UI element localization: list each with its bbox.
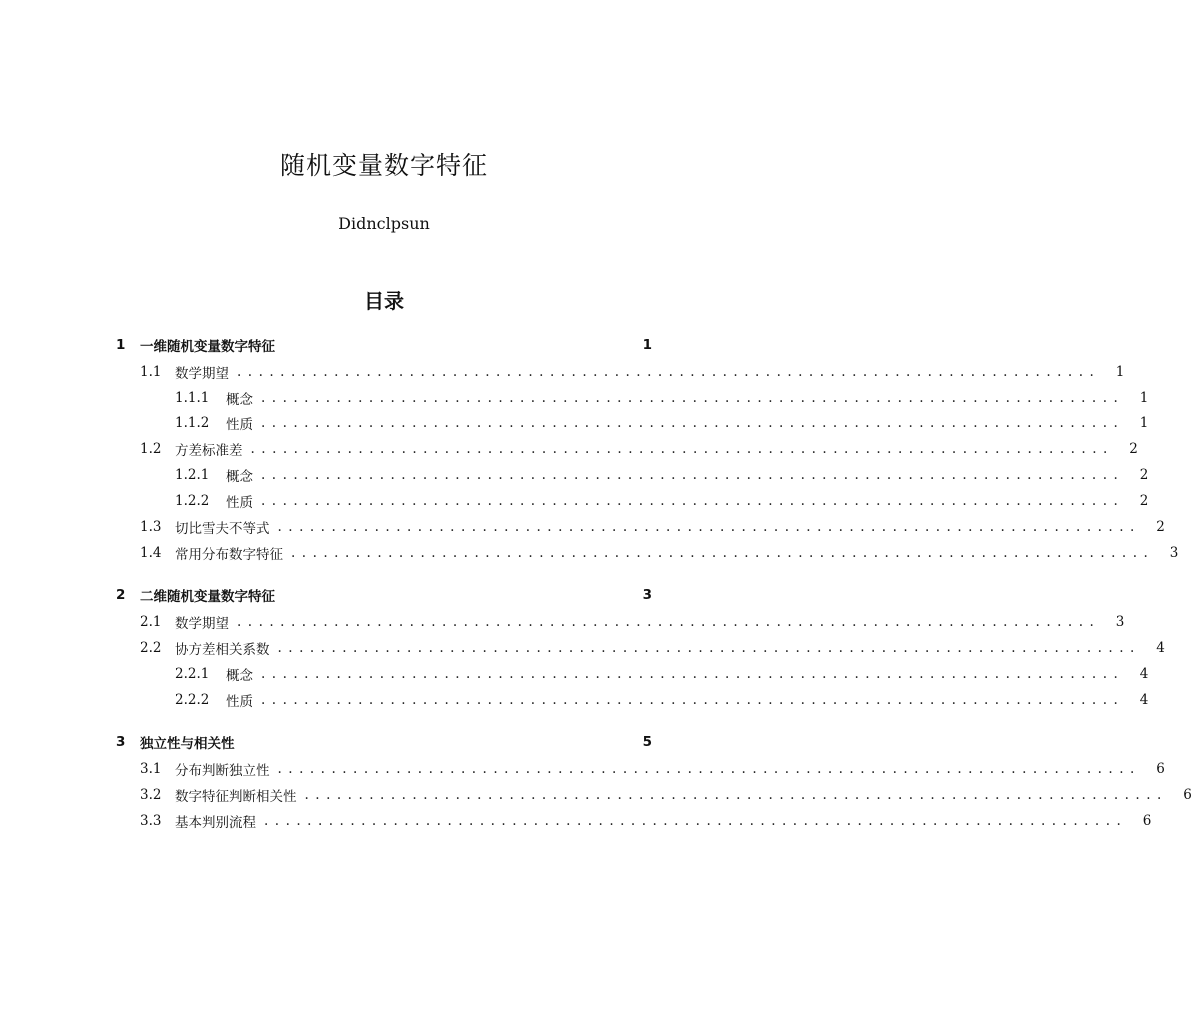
toc-entry-page: 3: [1115, 614, 1125, 630]
toc-entry-title: 方差标准差: [175, 443, 243, 459]
toc-entry-number: 2.2: [140, 640, 162, 656]
toc-entry-title: 概念: [226, 392, 253, 408]
toc-entry-title: 常用分布数字特征: [175, 547, 283, 563]
toc-entry-page: 1: [1139, 390, 1149, 406]
toc-entry[interactable]: [116, 385, 1149, 411]
toc-leader-dots: ................................................................................: [261, 390, 1125, 406]
toc-entry-number: 2.2.1: [175, 666, 210, 682]
toc-leader-dots: ................................................................................: [304, 787, 1168, 803]
toc-entry-title: 切比雪夫不等式: [175, 521, 270, 537]
toc-entry-title: 一维随机变量数字特征: [140, 339, 275, 355]
toc-entry-number: 1.1.1: [175, 390, 210, 406]
toc-entry-title: 性质: [226, 495, 253, 511]
toc-leader-dots: ................................................................................: [261, 467, 1125, 483]
toc-entry-number: 1.1.2: [175, 415, 210, 431]
toc-entry-page: 2: [1139, 493, 1149, 509]
toc-leader-dots: ................................................................................: [277, 519, 1141, 535]
toc-entry-number: 2: [116, 587, 126, 603]
toc-entry-number: 1.4: [140, 545, 162, 561]
toc-entry[interactable]: [116, 582, 652, 608]
toc-entry-title: 性质: [226, 694, 253, 710]
toc-entry-title: 独立性与相关性: [140, 736, 235, 752]
toc-entry-page: 1: [1115, 364, 1125, 380]
toc-entry-page: 2: [1139, 467, 1149, 483]
toc-entry-number: 1.1: [140, 364, 162, 380]
toc-entry[interactable]: [116, 514, 1165, 540]
toc-leader-dots: ................................................................................: [237, 364, 1101, 380]
toc-entry[interactable]: [116, 808, 1152, 834]
toc-entry[interactable]: [116, 410, 1149, 436]
toc-entry[interactable]: [116, 609, 1125, 635]
toc-entry-title: 数学期望: [175, 366, 229, 382]
toc-leader-dots: ................................................................................: [261, 493, 1125, 509]
toc-entry-title: 数学期望: [175, 616, 229, 632]
toc-entry-number: 1.2.2: [175, 493, 210, 509]
toc-entry-page: 5: [642, 734, 652, 750]
toc-entry-page: 4: [1156, 640, 1165, 656]
toc-entry-page: 4: [1139, 692, 1149, 708]
toc-entry-page: 3: [642, 587, 652, 603]
toc-leader-dots: ................................................................................: [291, 545, 1155, 561]
toc-entry-page: 6: [1183, 787, 1192, 803]
toc-entry[interactable]: [116, 359, 1125, 385]
toc-leader-dots: ................................................................................: [264, 813, 1128, 829]
toc-leader-dots: ................................................................................: [261, 666, 1125, 682]
toc-entry[interactable]: [116, 756, 1165, 782]
toc-entry-page: 2: [1156, 519, 1165, 535]
toc-entry-page: 3: [1169, 545, 1179, 561]
toc-entry-title: 概念: [226, 668, 253, 684]
toc-entry-page: 4: [1139, 666, 1149, 682]
toc-entry-number: 3.3: [140, 813, 162, 829]
toc-entry-number: 1: [116, 337, 126, 353]
toc-entry-title: 数字特征判断相关性: [175, 789, 297, 805]
toc-entry-page: 1: [1139, 415, 1149, 431]
toc-leader-dots: ................................................................................: [277, 761, 1141, 777]
toc-entry-number: 3: [116, 734, 126, 750]
toc-entry-title: 基本判别流程: [175, 815, 256, 831]
toc-entry-page: 1: [642, 337, 652, 353]
toc-entry[interactable]: [116, 540, 1179, 566]
toc-entry[interactable]: [116, 462, 1149, 488]
toc-entry-number: 2.2.2: [175, 692, 210, 708]
toc-entry-number: 3.2: [140, 787, 162, 803]
toc-entry[interactable]: [116, 488, 1149, 514]
toc-entry-number: 1.2.1: [175, 467, 210, 483]
toc-entry-title: 性质: [226, 417, 253, 433]
toc-entry-title: 协方差相关系数: [175, 642, 270, 658]
toc-leader-dots: ................................................................................: [237, 614, 1101, 630]
toc-entry[interactable]: [116, 332, 652, 358]
toc-entry[interactable]: [116, 687, 1149, 713]
toc-heading: 目录: [364, 289, 404, 313]
toc-entry-page: 6: [1142, 813, 1152, 829]
toc-entry[interactable]: [116, 436, 1138, 462]
toc-entry-number: 2.1: [140, 614, 162, 630]
document-title: 随机变量数字特征: [279, 151, 488, 180]
toc-entry-number: 1.2: [140, 441, 162, 457]
toc-leader-dots: ................................................................................: [261, 692, 1125, 708]
toc-entry-title: 分布判断独立性: [175, 763, 270, 779]
toc-entry[interactable]: [116, 635, 1165, 661]
toc-leader-dots: ................................................................................: [277, 640, 1141, 656]
toc-entry[interactable]: [116, 661, 1149, 687]
toc-leader-dots: ................................................................................: [261, 415, 1125, 431]
toc-entry-title: 概念: [226, 469, 253, 485]
toc-entry-number: 1.3: [140, 519, 162, 535]
toc-entry-page: 6: [1156, 761, 1165, 777]
document-author: Didnclpsun: [338, 214, 430, 233]
toc-entry-title: 二维随机变量数字特征: [140, 589, 275, 605]
toc-entry[interactable]: [116, 729, 652, 755]
toc-entry[interactable]: [116, 782, 1192, 808]
toc-entry-page: 2: [1129, 441, 1138, 457]
toc-entry-number: 3.1: [140, 761, 162, 777]
toc-leader-dots: ................................................................................: [250, 441, 1114, 457]
